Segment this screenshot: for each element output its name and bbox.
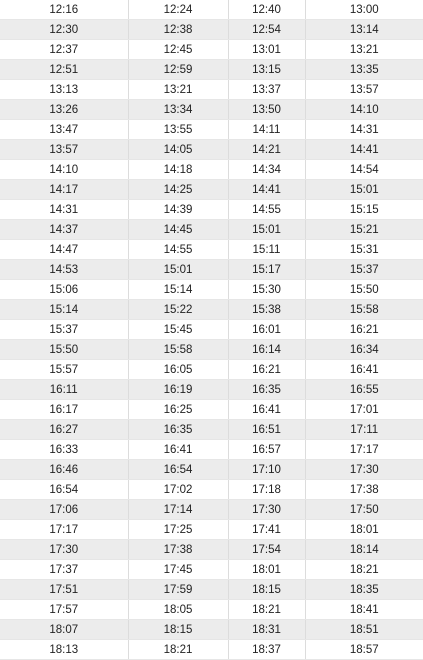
time-cell: 14:34 <box>228 160 305 180</box>
time-cell: 17:06 <box>0 500 128 520</box>
time-cell: 15:14 <box>0 300 128 320</box>
table-row <box>0 560 423 580</box>
table-row <box>0 440 423 460</box>
time-cell: 14:21 <box>228 140 305 160</box>
time-cell: 12:59 <box>128 60 228 80</box>
time-cell: 14:10 <box>0 160 128 180</box>
time-cell: 12:54 <box>228 20 305 40</box>
table-row <box>0 540 423 560</box>
time-cell: 13:01 <box>228 40 305 60</box>
time-cell: 14:31 <box>305 120 423 140</box>
time-cell: 13:57 <box>0 140 128 160</box>
table-row <box>0 320 423 340</box>
table-row <box>0 400 423 420</box>
time-cell: 16:54 <box>128 460 228 480</box>
time-cell: 17:10 <box>228 460 305 480</box>
time-cell: 13:37 <box>228 80 305 100</box>
time-cell: 18:01 <box>228 560 305 580</box>
time-cell: 18:01 <box>305 520 423 540</box>
time-cell: 16:54 <box>0 480 128 500</box>
time-cell: 15:21 <box>305 220 423 240</box>
time-cell: 15:58 <box>305 300 423 320</box>
time-cell: 14:37 <box>0 220 128 240</box>
table-row <box>0 580 423 600</box>
table-row <box>0 120 423 140</box>
table-row <box>0 180 423 200</box>
time-cell: 17:30 <box>0 540 128 560</box>
time-cell: 18:37 <box>228 640 305 660</box>
time-cell: 16:17 <box>0 400 128 420</box>
time-cell: 14:54 <box>305 160 423 180</box>
time-cell: 12:51 <box>0 60 128 80</box>
time-cell: 14:47 <box>0 240 128 260</box>
time-cell: 17:17 <box>305 440 423 460</box>
time-cell: 16:01 <box>228 320 305 340</box>
time-cell: 13:14 <box>305 20 423 40</box>
time-cell: 12:40 <box>228 0 305 20</box>
time-cell: 15:30 <box>228 280 305 300</box>
time-cell: 14:25 <box>128 180 228 200</box>
time-cell: 17:59 <box>128 580 228 600</box>
time-cell: 15:01 <box>128 260 228 280</box>
time-cell: 17:02 <box>128 480 228 500</box>
time-cell: 16:27 <box>0 420 128 440</box>
time-cell: 15:31 <box>305 240 423 260</box>
time-cell: 16:34 <box>305 340 423 360</box>
table-row <box>0 300 423 320</box>
time-cell: 12:38 <box>128 20 228 40</box>
time-cell: 13:57 <box>305 80 423 100</box>
time-cell: 15:45 <box>128 320 228 340</box>
table-row <box>0 160 423 180</box>
time-cell: 15:17 <box>228 260 305 280</box>
time-cell: 17:11 <box>305 420 423 440</box>
time-cell: 12:45 <box>128 40 228 60</box>
time-cell: 16:11 <box>0 380 128 400</box>
time-cell: 17:38 <box>128 540 228 560</box>
time-cell: 13:13 <box>0 80 128 100</box>
time-cell: 18:21 <box>228 600 305 620</box>
table-row <box>0 260 423 280</box>
time-cell: 13:15 <box>228 60 305 80</box>
time-cell: 13:00 <box>305 0 423 20</box>
table-row <box>0 360 423 380</box>
time-cell: 14:53 <box>0 260 128 280</box>
table-row <box>0 620 423 640</box>
time-cell: 15:37 <box>305 260 423 280</box>
time-cell: 16:35 <box>228 380 305 400</box>
time-cell: 16:21 <box>228 360 305 380</box>
time-cell: 17:30 <box>228 500 305 520</box>
table-row <box>0 280 423 300</box>
table-row <box>0 500 423 520</box>
table-row <box>0 420 423 440</box>
time-cell: 14:55 <box>228 200 305 220</box>
time-cell: 17:17 <box>0 520 128 540</box>
time-cell: 16:21 <box>305 320 423 340</box>
table-row <box>0 80 423 100</box>
time-cell: 14:55 <box>128 240 228 260</box>
time-cell: 15:50 <box>305 280 423 300</box>
time-cell: 13:26 <box>0 100 128 120</box>
table-row <box>0 340 423 360</box>
table-row <box>0 220 423 240</box>
time-cell: 15:38 <box>228 300 305 320</box>
time-cell: 17:41 <box>228 520 305 540</box>
time-cell: 12:30 <box>0 20 128 40</box>
table-row <box>0 240 423 260</box>
time-cell: 17:54 <box>228 540 305 560</box>
time-cell: 16:41 <box>228 400 305 420</box>
time-cell: 17:30 <box>305 460 423 480</box>
time-cell: 13:21 <box>128 80 228 100</box>
time-cell: 12:16 <box>0 0 128 20</box>
time-cell: 13:55 <box>128 120 228 140</box>
table-row <box>0 520 423 540</box>
time-cell: 18:07 <box>0 620 128 640</box>
time-cell: 17:51 <box>0 580 128 600</box>
time-cell: 13:35 <box>305 60 423 80</box>
time-cell: 14:39 <box>128 200 228 220</box>
time-cell: 18:51 <box>305 620 423 640</box>
time-cell: 16:57 <box>228 440 305 460</box>
time-cell: 17:01 <box>305 400 423 420</box>
time-cell: 18:15 <box>228 580 305 600</box>
time-cell: 18:15 <box>128 620 228 640</box>
time-cell: 17:37 <box>0 560 128 580</box>
time-cell: 15:06 <box>0 280 128 300</box>
time-cell: 14:45 <box>128 220 228 240</box>
time-cell: 17:50 <box>305 500 423 520</box>
time-cell: 15:50 <box>0 340 128 360</box>
time-cell: 16:19 <box>128 380 228 400</box>
time-cell: 18:35 <box>305 580 423 600</box>
time-cell: 14:41 <box>305 140 423 160</box>
time-cell: 17:14 <box>128 500 228 520</box>
time-cell: 13:47 <box>0 120 128 140</box>
time-cell: 16:05 <box>128 360 228 380</box>
time-cell: 13:21 <box>305 40 423 60</box>
time-cell: 13:34 <box>128 100 228 120</box>
time-cell: 15:58 <box>128 340 228 360</box>
time-cell: 16:25 <box>128 400 228 420</box>
table-row <box>0 100 423 120</box>
time-cell: 16:55 <box>305 380 423 400</box>
time-cell: 17:38 <box>305 480 423 500</box>
table-row <box>0 20 423 40</box>
table-row <box>0 60 423 80</box>
table-row <box>0 480 423 500</box>
time-cell: 14:11 <box>228 120 305 140</box>
time-cell: 17:57 <box>0 600 128 620</box>
time-cell: 14:10 <box>305 100 423 120</box>
time-cell: 14:41 <box>228 180 305 200</box>
table-row <box>0 140 423 160</box>
time-cell: 15:37 <box>0 320 128 340</box>
time-cell: 15:57 <box>0 360 128 380</box>
table-row <box>0 640 423 660</box>
time-cell: 16:41 <box>305 360 423 380</box>
time-cell: 16:46 <box>0 460 128 480</box>
time-cell: 16:51 <box>228 420 305 440</box>
time-cell: 16:41 <box>128 440 228 460</box>
time-cell: 18:05 <box>128 600 228 620</box>
time-cell: 18:57 <box>305 640 423 660</box>
table-row <box>0 200 423 220</box>
time-cell: 15:15 <box>305 200 423 220</box>
table-row <box>0 600 423 620</box>
time-cell: 18:41 <box>305 600 423 620</box>
time-cell: 13:50 <box>228 100 305 120</box>
time-cell: 18:14 <box>305 540 423 560</box>
time-cell: 14:18 <box>128 160 228 180</box>
time-cell: 18:21 <box>305 560 423 580</box>
time-cell: 17:25 <box>128 520 228 540</box>
time-cell: 18:21 <box>128 640 228 660</box>
time-cell: 15:14 <box>128 280 228 300</box>
time-cell: 14:05 <box>128 140 228 160</box>
time-cell: 14:17 <box>0 180 128 200</box>
time-cell: 16:35 <box>128 420 228 440</box>
table-row <box>0 460 423 480</box>
time-cell: 15:01 <box>305 180 423 200</box>
time-cell: 18:31 <box>228 620 305 640</box>
time-cell: 16:14 <box>228 340 305 360</box>
table-row <box>0 40 423 60</box>
table-row <box>0 380 423 400</box>
time-cell: 14:31 <box>0 200 128 220</box>
time-cell: 12:37 <box>0 40 128 60</box>
time-cell: 18:13 <box>0 640 128 660</box>
time-cell: 17:45 <box>128 560 228 580</box>
time-cell: 12:24 <box>128 0 228 20</box>
time-cell: 16:33 <box>0 440 128 460</box>
time-cell: 15:11 <box>228 240 305 260</box>
time-cell: 15:22 <box>128 300 228 320</box>
table-row <box>0 0 423 20</box>
time-cell: 15:01 <box>228 220 305 240</box>
time-cell: 17:18 <box>228 480 305 500</box>
